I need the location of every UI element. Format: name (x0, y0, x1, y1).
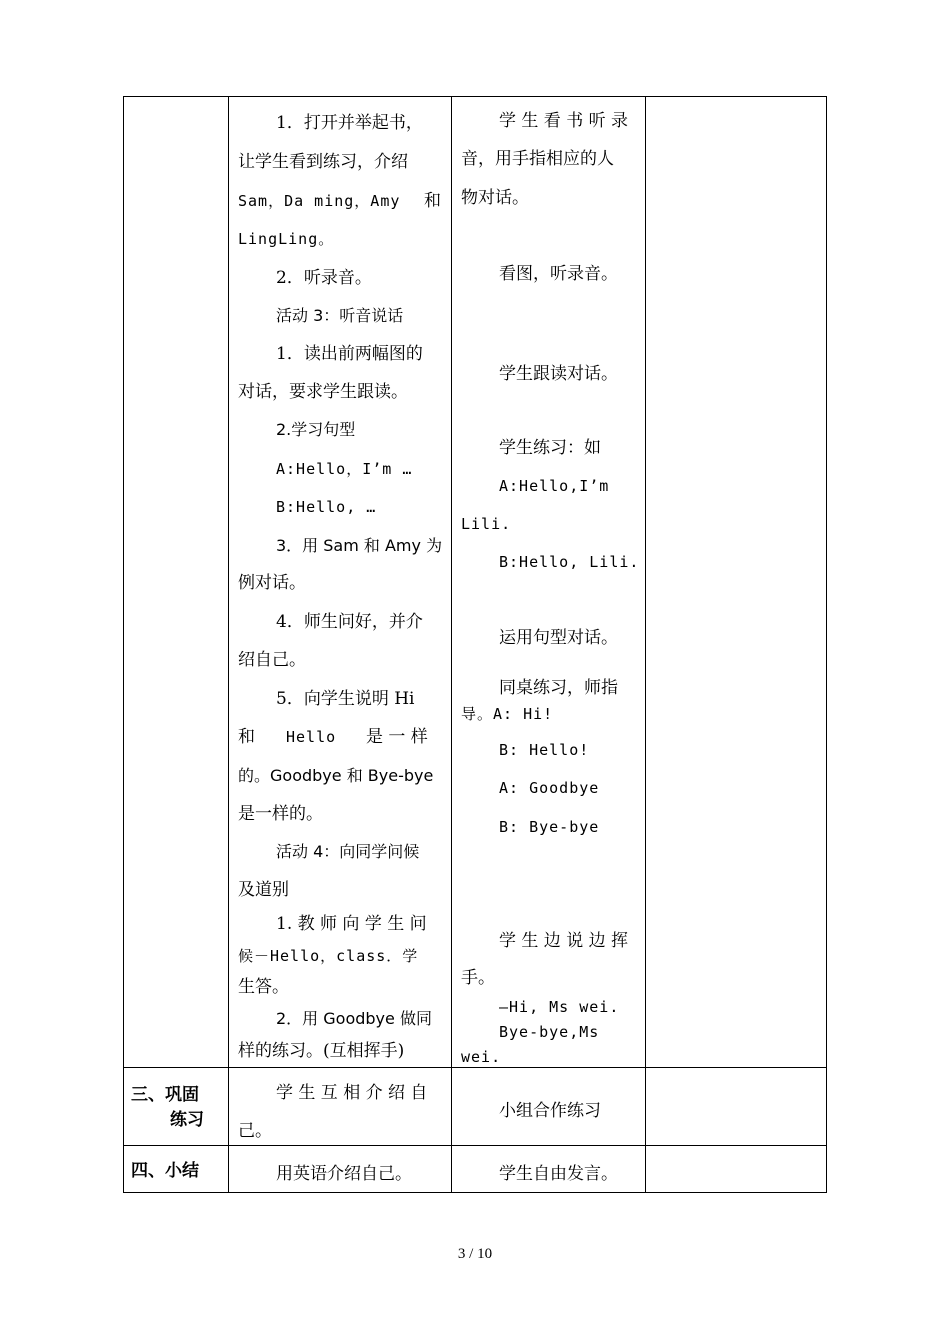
text-line: 1．打开并举起书， (276, 113, 423, 133)
text-line: 3．用 Sam 和 Amy 为 (276, 536, 443, 555)
text-line: B: Hello! (499, 741, 590, 759)
text-line: 学生自由发言。 (499, 1164, 618, 1184)
text-line: 运用句型对话。 (499, 628, 618, 648)
text-line: 4．师生问好，并介 (276, 612, 423, 632)
text-line: B: Bye-bye (499, 818, 600, 836)
text-line: 手。 (461, 968, 495, 988)
text-line: A:Hello，I’m … (276, 460, 413, 478)
text-line: A: Goodbye (499, 779, 600, 797)
table-border-right (826, 96, 827, 1193)
text-line: 同桌练习，师指 (499, 678, 618, 698)
text-line: 5．向学生说明 Hi (276, 689, 415, 709)
text-line: Bye-bye,Ms (499, 1023, 600, 1041)
text-line: 绍自己。 (238, 650, 306, 670)
text-line: 例对话。 (238, 573, 306, 593)
text-line: 样的练习。(互相挥手) (238, 1041, 405, 1061)
text-line: 学 生 互 相 介 绍 自 (276, 1083, 428, 1103)
text-line: Hello (286, 728, 337, 746)
text-line: 2.学习句型 (276, 420, 356, 439)
table-col-divider (451, 96, 452, 1193)
text-line: wei. (461, 1048, 502, 1066)
text-line: B:Hello, … (276, 498, 377, 516)
text-line: 音，用手指相应的人 (461, 149, 614, 169)
text-line: 活动 4：向同学问候 (276, 842, 420, 861)
text-line: 学生练习：如 (499, 438, 601, 458)
text-line: A:Hello,I’m (499, 477, 610, 495)
text-line: 候－Hello，class．学 (238, 947, 419, 965)
table-col-divider (228, 96, 229, 1193)
stage-label: 练习 (170, 1110, 204, 1130)
text-line: 生答。 (238, 977, 289, 997)
text-line: 物对话。 (461, 188, 529, 208)
text-line: 让学生看到练习，介绍 (238, 152, 408, 172)
text-line: 1. 教 师 向 学 生 问 (276, 914, 427, 934)
text-line: 活动 3：听音说话 (276, 306, 404, 325)
stage-label: 四、小结 (131, 1161, 199, 1181)
text-line: 己。 (238, 1121, 272, 1141)
text-line: 是 一 样 (366, 727, 428, 747)
text-line: 的。Goodbye 和 Bye-bye (238, 766, 434, 785)
text-line: 导。A: Hi! (461, 705, 554, 723)
text-line: 用英语介绍自己。 (276, 1164, 412, 1184)
page-number: 3 / 10 (457, 1246, 493, 1262)
text-line: 学 生 看 书 听 录 (499, 111, 629, 131)
text-line: Lili. (461, 515, 512, 533)
text-line: 和 (424, 191, 441, 211)
text-line: 对话，要求学生跟读。 (238, 382, 408, 402)
text-line: —Hi, Ms wei. (499, 998, 620, 1016)
text-line: 2．听录音。 (276, 268, 372, 288)
text-line: 和 (238, 727, 255, 747)
table-col-divider (645, 96, 646, 1193)
text-line: 学 生 边 说 边 挥 (499, 931, 629, 951)
table-border-left (123, 96, 124, 1193)
text-line: 小组合作练习 (499, 1101, 601, 1121)
text-line: Sam，Da ming，Amy (238, 192, 401, 210)
text-line: B:Hello, Lili. (499, 553, 640, 571)
text-line: 2．用 Goodbye 做同 (276, 1009, 432, 1028)
stage-label: 三、巩固 (131, 1085, 199, 1105)
text-line: 看图，听录音。 (499, 264, 618, 284)
text-line: 是一样的。 (238, 804, 323, 824)
text-line: 及道别 (238, 880, 289, 900)
text-line: LingLing。 (238, 230, 335, 248)
text-line: 学生跟读对话。 (499, 364, 618, 384)
text-line: 1．读出前两幅图的 (276, 344, 423, 364)
